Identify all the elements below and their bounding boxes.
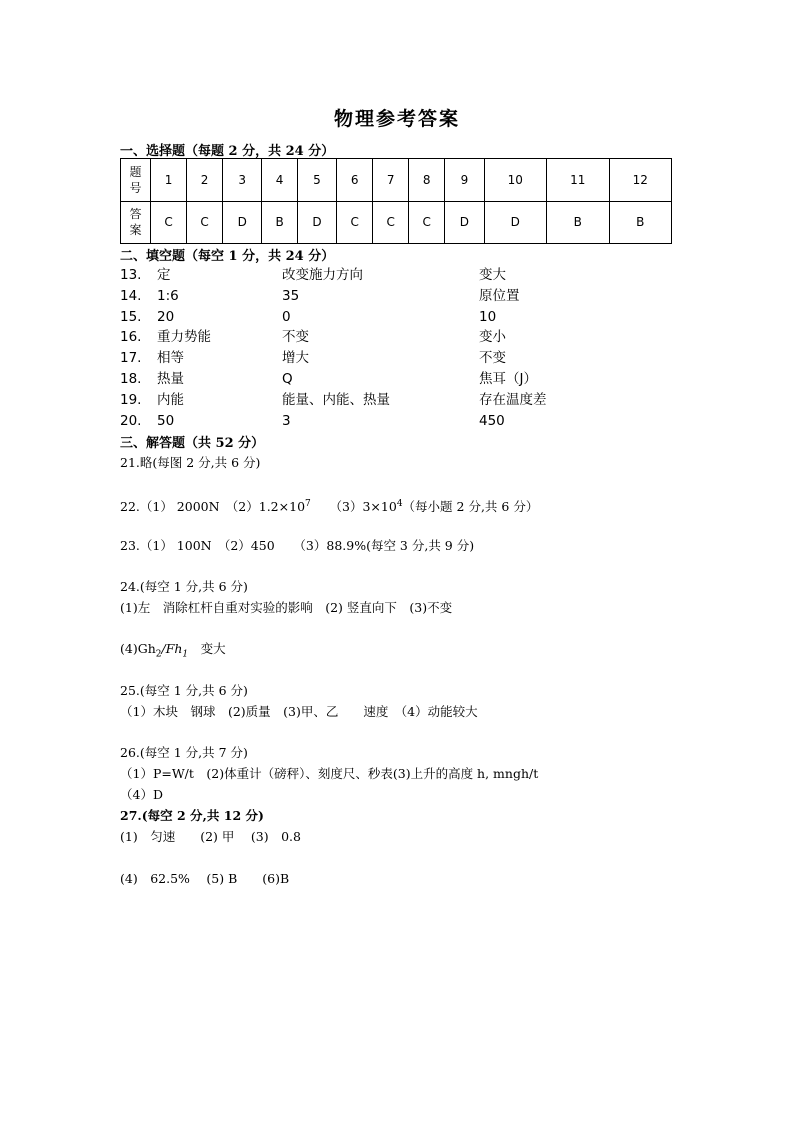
answer-3: 原位置	[479, 288, 520, 304]
answer-2: 改变施力方向	[282, 267, 363, 283]
question-number: 19.	[120, 392, 142, 408]
table-cell: 7	[373, 159, 409, 202]
answer-3: 变大	[479, 267, 506, 283]
table-cell: 8	[409, 159, 445, 202]
table-row	[121, 159, 672, 202]
answer-2: 0	[282, 309, 291, 325]
answer-3: 450	[479, 413, 505, 429]
answer-3: 10	[479, 309, 497, 325]
question-number: 20.	[120, 413, 142, 429]
header-char: 答	[129, 207, 142, 222]
answer-1: 定	[157, 267, 171, 283]
table-cell: D	[297, 201, 336, 244]
answer-q21: 21.略(每图 2 分,共 6 分)	[120, 455, 261, 470]
page-title: 物理参考答案	[333, 108, 460, 130]
question-number: 17.	[120, 350, 142, 366]
row-header-number	[121, 159, 151, 202]
q24-sub-1: 2	[155, 649, 162, 660]
header-char: 题	[129, 164, 142, 179]
answer-q24-line2	[120, 640, 226, 664]
table-cell: D	[445, 201, 484, 244]
question-number: 15.	[120, 309, 142, 325]
answer-1: 50	[157, 413, 175, 429]
answer-q26-line2: （4）D	[120, 787, 163, 802]
table-cell: 5	[297, 159, 336, 202]
question-number: 18.	[120, 371, 142, 387]
answer-1: 相等	[157, 350, 184, 366]
table-cell: C	[151, 201, 187, 244]
table-cell: 6	[337, 159, 373, 202]
answer-q25-line1: （1）木块 钢球 (2)质量 (3)甲、乙 速度 （4）动能较大	[120, 704, 478, 719]
table-cell: 9	[445, 159, 484, 202]
answer-3: 焦耳（J）	[479, 371, 537, 387]
answer-2: 能量、内能、热量	[282, 392, 390, 408]
table-cell: 1	[151, 159, 187, 202]
choice-answer-table	[120, 158, 672, 244]
table-cell: D	[484, 201, 546, 244]
section-heading-solve: 三、解答题（共 52 分）	[120, 436, 265, 451]
q24-heading: 24.(每空 1 分,共 6 分)	[120, 579, 248, 594]
question-number: 14.	[120, 288, 142, 304]
q26-heading: 26.(每空 1 分,共 7 分)	[120, 745, 248, 760]
answer-1: 内能	[157, 392, 184, 408]
answer-q26-line1: （1）P=W/t (2)体重计（磅秤）、刻度尺、秒表(3)上升的高度 h, mngh/t	[120, 766, 539, 781]
question-number: 13.	[120, 267, 142, 283]
answer-q27-line2: (4) 62.5% (5) B (6)B	[120, 871, 290, 886]
table-cell: 3	[223, 159, 262, 202]
answer-3: 存在温度差	[479, 392, 547, 408]
q24-part-c: 变大	[188, 641, 226, 656]
answer-q22	[120, 495, 538, 516]
answer-q24-line1: (1)左 消除杠杆自重对实验的影响 (2) 竖直向下 (3)不变	[120, 600, 453, 615]
answer-q27-line1: (1) 匀速 (2) 甲 (3) 0.8	[120, 829, 301, 844]
answer-3: 变小	[479, 329, 506, 345]
header-char: 案	[129, 223, 142, 238]
table-cell: C	[373, 201, 409, 244]
table-cell: B	[262, 201, 297, 244]
answer-2: 不变	[282, 329, 309, 345]
answer-1: 1:6	[157, 288, 179, 304]
q25-heading: 25.(每空 1 分,共 6 分)	[120, 683, 248, 698]
table-cell: 12	[609, 159, 672, 202]
question-number: 16.	[120, 329, 142, 345]
table-cell: 2	[187, 159, 223, 202]
answer-q23: 23.（1） 100N （2）450 （3）88.9%(每空 3 分,共 9 分)	[120, 538, 475, 553]
section-heading-choice: 一、选择题（每题 2 分，共 24 分）	[120, 144, 335, 159]
q24-part-a: (4)Gh	[120, 641, 156, 656]
table-cell: 4	[262, 159, 297, 202]
answer-2: 3	[282, 413, 291, 429]
section-heading-fill: 二、填空题（每空 1 分，共 24 分）	[120, 249, 335, 264]
q22-part-a: 22.（1） 2000N （2）1.2×10	[120, 499, 306, 515]
table-cell: 11	[547, 159, 609, 202]
table-row	[121, 201, 672, 244]
q22-part-b: （3）3×10	[310, 499, 397, 515]
answer-3: 不变	[479, 350, 506, 366]
q22-part-c: （每小题 2 分,共 6 分）	[402, 499, 539, 515]
table-cell: D	[223, 201, 262, 244]
table-cell: B	[547, 201, 609, 244]
answer-1: 热量	[157, 371, 184, 387]
table-cell: 10	[484, 159, 546, 202]
table-cell: B	[609, 201, 672, 244]
answer-2: 增大	[282, 350, 309, 366]
q24-sub-2: 1	[182, 649, 189, 660]
table-cell: C	[337, 201, 373, 244]
q22-exponent-1: 7	[305, 499, 311, 509]
header-char: 号	[129, 180, 142, 195]
q24-part-b: /Fh	[161, 641, 183, 656]
row-header-answer	[121, 201, 151, 244]
answer-1: 20	[157, 309, 175, 325]
q22-exponent-2: 4	[396, 499, 403, 509]
table-cell: C	[409, 201, 445, 244]
table-cell: C	[187, 201, 223, 244]
answer-2: 35	[282, 288, 300, 304]
q27-heading: 27.(每空 2 分,共 12 分)	[120, 808, 264, 823]
answer-1: 重力势能	[157, 329, 211, 345]
answer-2: Q	[282, 371, 293, 387]
